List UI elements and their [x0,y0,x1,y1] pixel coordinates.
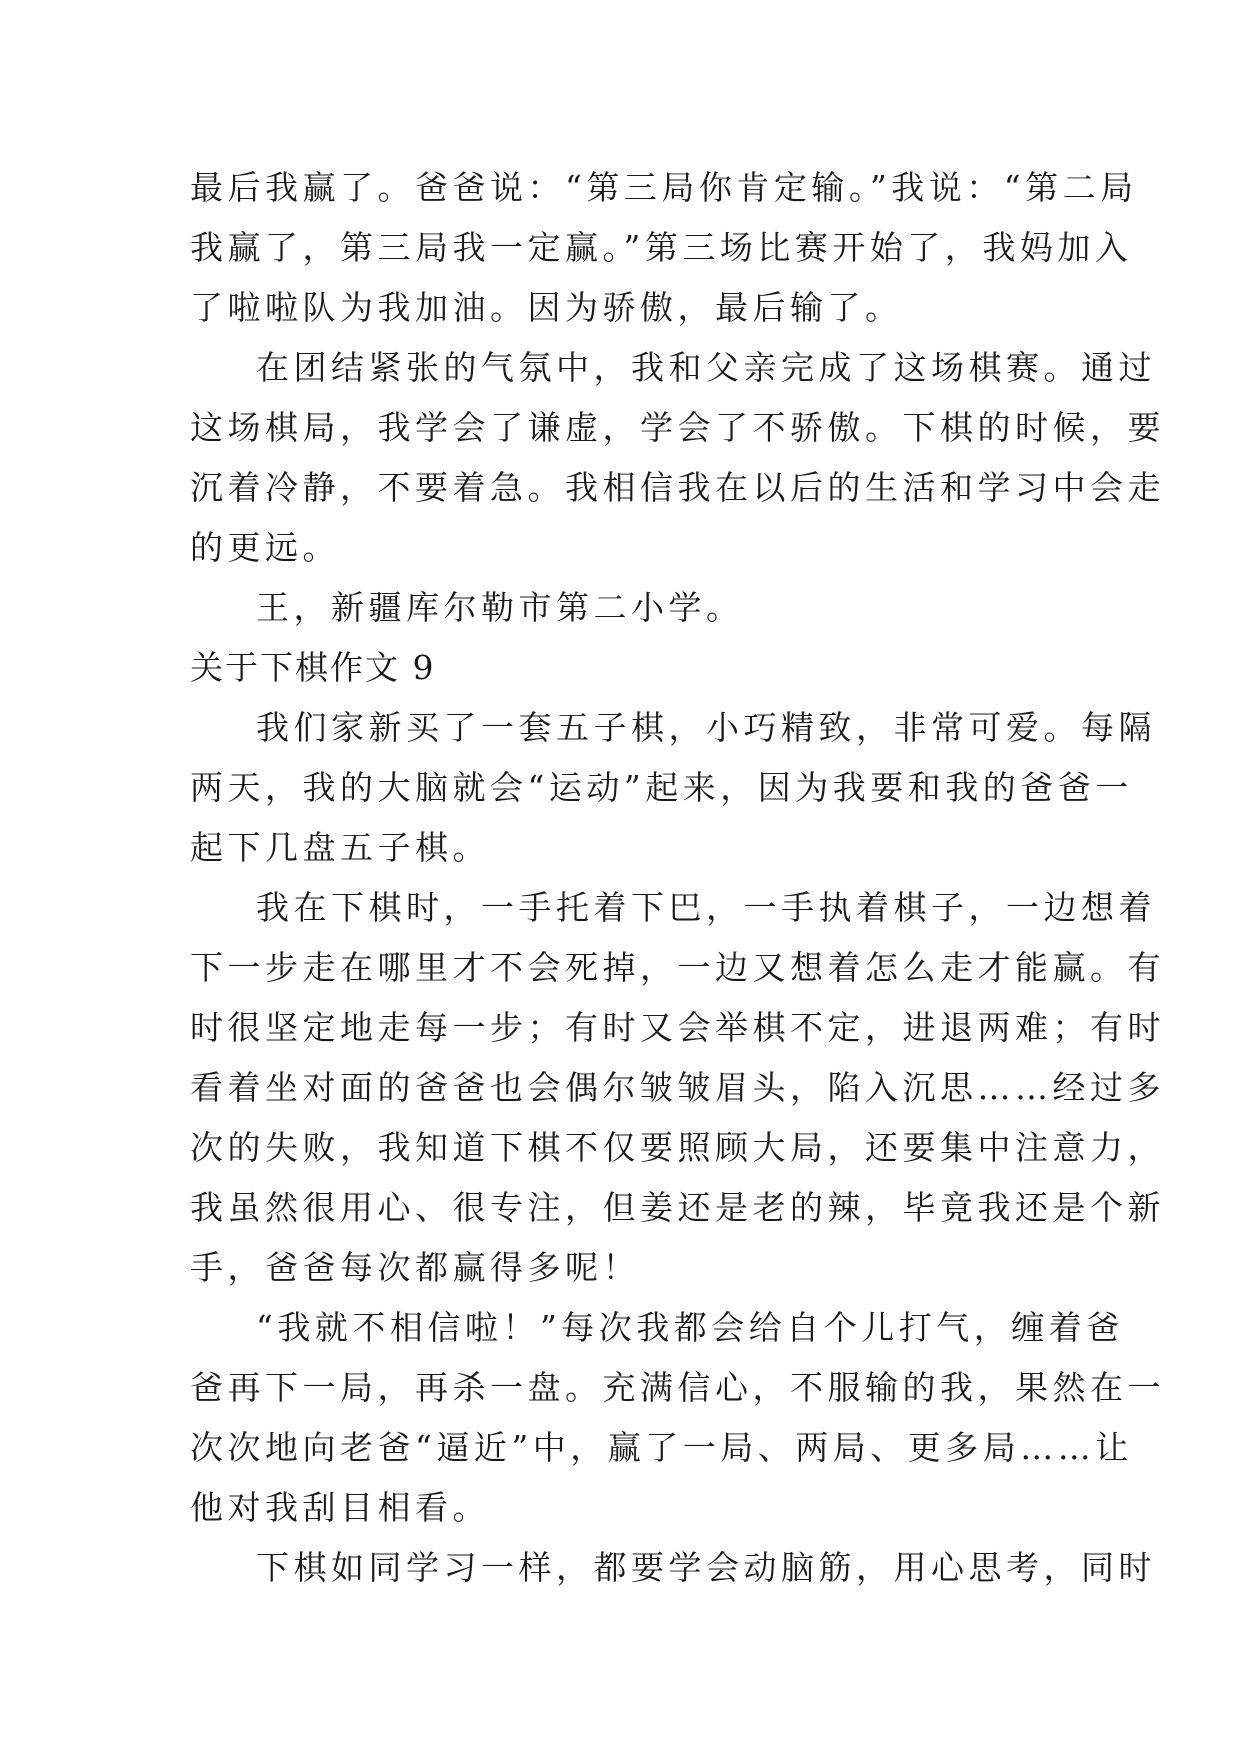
text-line: 我赢了，第三局我一定赢。”第三场比赛开始了，我妈加入 [190,228,1133,267]
text-line: 两天，我的大脑就会“运动”起来，因为我要和我的爸爸一 [190,768,1133,807]
paragraph-start-line: 我在下棋时，一手托着下巴，一手执着棋子，一边想着 [256,888,1156,927]
text-line: 手，爸爸每次都赢得多呢！ [190,1248,640,1287]
text-line: 下一步走在哪里才不会死掉，一边又想着怎么走才能赢。有 [190,948,1165,987]
text-line: 起下几盘五子棋。 [190,828,490,867]
text-line: 次的失败，我知道下棋不仅要照顾大局，还要集中注意力， [190,1128,1165,1167]
document-page [190,158,1165,1598]
text-line: 的更远。 [190,528,340,567]
text-line: 他对我刮目相看。 [190,1488,490,1527]
text-line: 了啦啦队为我加油。因为骄傲，最后输了。 [190,288,903,327]
paragraph-start-line: 在团结紧张的气氛中，我和父亲完成了这场棋赛。通过 [256,348,1156,387]
text-line: 我虽然很用心、很专注，但姜还是老的辣，毕竟我还是个新 [190,1188,1165,1227]
text-line: 这场棋局，我学会了谦虚，学会了不骄傲。下棋的时候，要 [190,408,1165,447]
text-line: 次次地向老爸“逼近”中，赢了一局、两局、更多局……让 [190,1428,1133,1467]
text-line: 看着坐对面的爸爸也会偶尔皱皱眉头，陷入沉思……经过多 [190,1068,1165,1107]
paragraph-start-line: 下棋如同学习一样，都要学会动脑筋，用心思考，同时 [256,1548,1156,1587]
text-line: 沉着冷静，不要着急。我相信我在以后的生活和学习中会走 [190,468,1165,507]
paragraph-start-line: 我们家新买了一套五子棋，小巧精致，非常可爱。每隔 [256,708,1156,747]
author-line: 王，新疆库尔勒市第二小学。 [256,588,744,627]
text-line: 最后我赢了。爸爸说：“第三局你肯定输。”我说：“第二局 [190,168,1138,207]
text-line: 时很坚定地走每一步；有时又会举棋不定，进退两难；有时 [190,1008,1165,1047]
section-heading: 关于下棋作文 9 [190,648,436,687]
text-line: 爸再下一局，再杀一盘。充满信心，不服输的我，果然在一 [190,1368,1165,1407]
paragraph-start-line: “我就不相信啦！”每次我都会给自个儿打气，缠着爸 [256,1308,1124,1347]
